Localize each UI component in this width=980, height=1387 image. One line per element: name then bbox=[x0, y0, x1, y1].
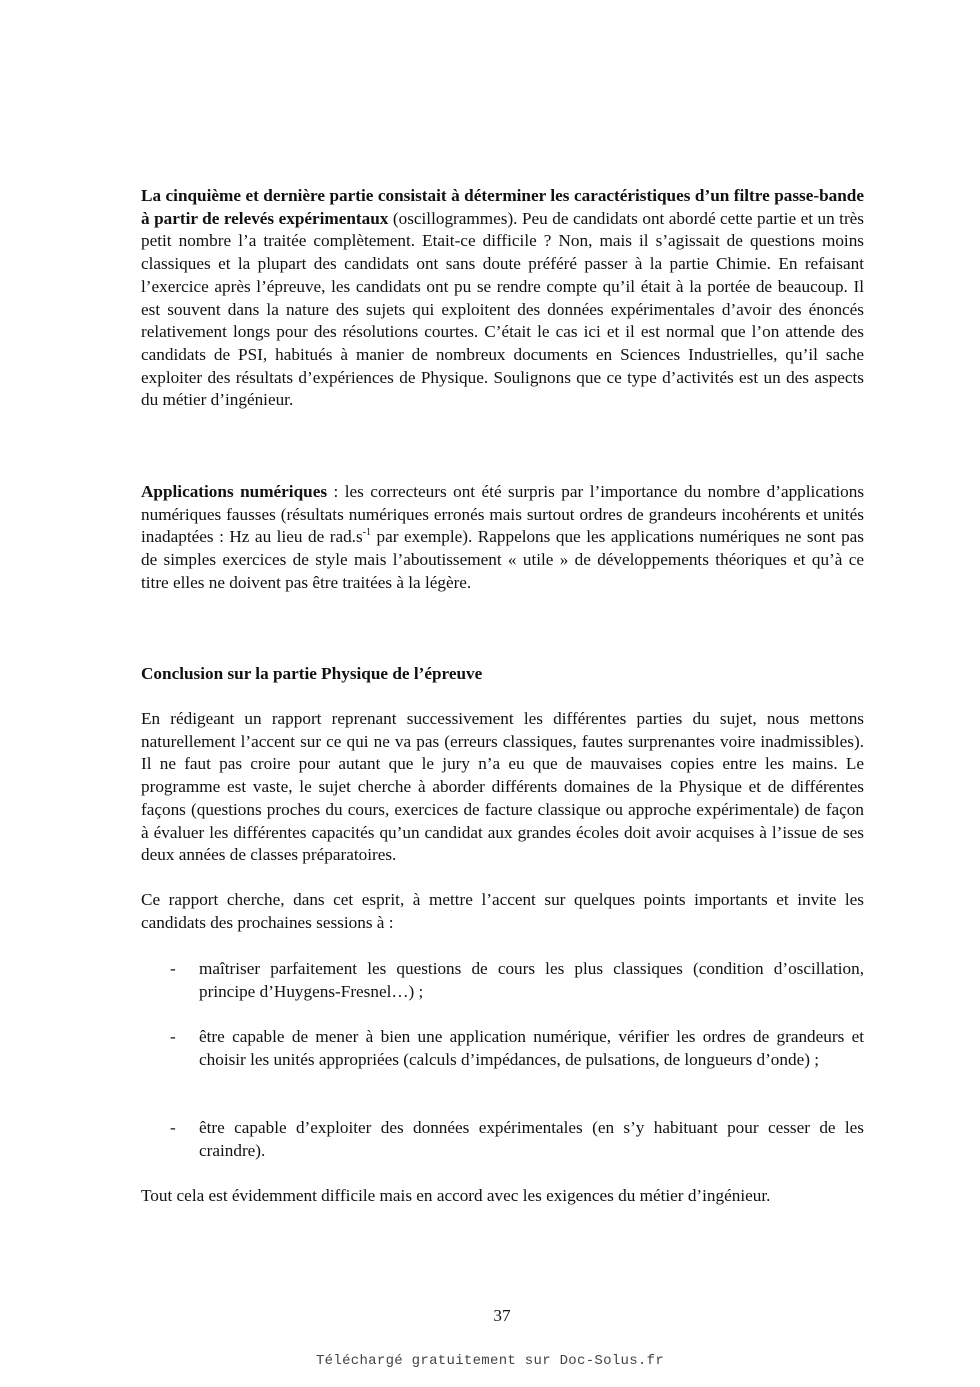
paragraph-closing: Tout cela est évidemment difficile mais en accord avec les exigences du métier d’ingénieur. bbox=[141, 1186, 771, 1205]
paragraph-conclusion: En rédigeant un rapport reprenant successivement les différentes parties du sujet, nous mettons naturellement l’accent sur ce qui ne va pas (erreurs classiques, fautes surprenantes voire inadmissibles). Il ne faut pas croire pour autant que le jury n’a eu que de mauvaises copies entre les mains. Le programme est vaste, le sujet cherche à aborder différents domaines de la Physique et de différentes façons (questions proches du cours, exercices de facture classique ou approche expérimentale) de façon à évaluer les différentes capacités qu’un candidat aux grandes écoles doit avoir acquises à l’issue de ses deux années de classes préparatoires. bbox=[141, 709, 864, 865]
list-item-text: être capable de mener à bien une application numérique, vérifier les ordres de grandeurs et choisir les unités appropriées (calculs d’impédances, de pulsations, de longueurs d’onde) ; bbox=[199, 1027, 864, 1069]
page-number: 37 bbox=[493, 1306, 511, 1325]
unit-exponent: -1 bbox=[362, 526, 372, 538]
paragraph-invitation: Ce rapport cherche, dans cet esprit, à mettre l’accent sur quelques points importants et invite les candidats des prochaines sessions à : bbox=[141, 890, 864, 932]
paragraph-numerical-lead: Applications numériques bbox=[141, 482, 328, 501]
bullet-dash: - bbox=[170, 1118, 176, 1137]
paragraph-numerical-body-b: par exemple). Rappelons que les applications numériques ne sont pas de simples exercices de style mais l’aboutissement « utile » de développements théoriques et qu’à ce titre elles ne doivent pas être traitées à la légère. bbox=[141, 527, 864, 592]
list-item bbox=[141, 1117, 864, 1162]
paragraph-filter-lead: La cinquième et dernière partie consistait à déterminer les caractéristiques d’un filtre passe-bande à partir de relevés expérimentaux bbox=[141, 186, 864, 228]
list-item bbox=[141, 1026, 864, 1071]
footer-download-notice: Téléchargé gratuitement sur Doc-Solus.fr bbox=[315, 1353, 665, 1369]
bullet-dash: - bbox=[170, 1027, 176, 1046]
list-item-text: maîtriser parfaitement les questions de cours les plus classiques (condition d’oscillation, principe d’Huygens-Fresnel…) ; bbox=[199, 959, 864, 1001]
paragraph-numerical-body-a: : les correcteurs ont été surpris par l’importance du nombre d’applications numériques fausses (résultats numériques erronés mais surtout ordres de grandeurs incohérents et unités inadaptées : Hz au lieu de rad.s bbox=[141, 482, 865, 547]
bullet-dash: - bbox=[170, 959, 176, 978]
paragraph-filter-section bbox=[141, 185, 864, 412]
paragraph-numerical-applications bbox=[141, 481, 864, 595]
section-heading: Conclusion sur la partie Physique de l’épreuve bbox=[141, 664, 483, 683]
paragraph-filter-body: (oscillogrammes). Peu de candidats ont abordé cette partie et un très petit nombre l’a traitée complètement. Etait-ce difficile ? Non, mais il s’agissait de questions moins classiques et la plupart des candidats ont sans doute préféré passer à la partie Chimie. En refaisant l’exercice après l’épreuve, les candidats ont pu se rendre compte qu’il était à la portée de beaucoup. Il est souvent dans la nature des sujets qui exploitent des données expérimentales d’avoir des énoncés relativement longs pour des résolutions courtes. C’était le cas ici et il est normal que l’on attende des candidats de PSI, habitués à manier de nombreux documents en Sciences Industrielles, qu’il sache exploiter des résultats d’expériences de Physique. Soulignons que ce type d’activités est un des aspects du métier d’ingénieur. bbox=[141, 208, 864, 410]
list-item-text: être capable d’exploiter des données expérimentales (en s’y habituant pour cesser de les craindre). bbox=[199, 1118, 864, 1160]
list-item bbox=[141, 958, 864, 1003]
